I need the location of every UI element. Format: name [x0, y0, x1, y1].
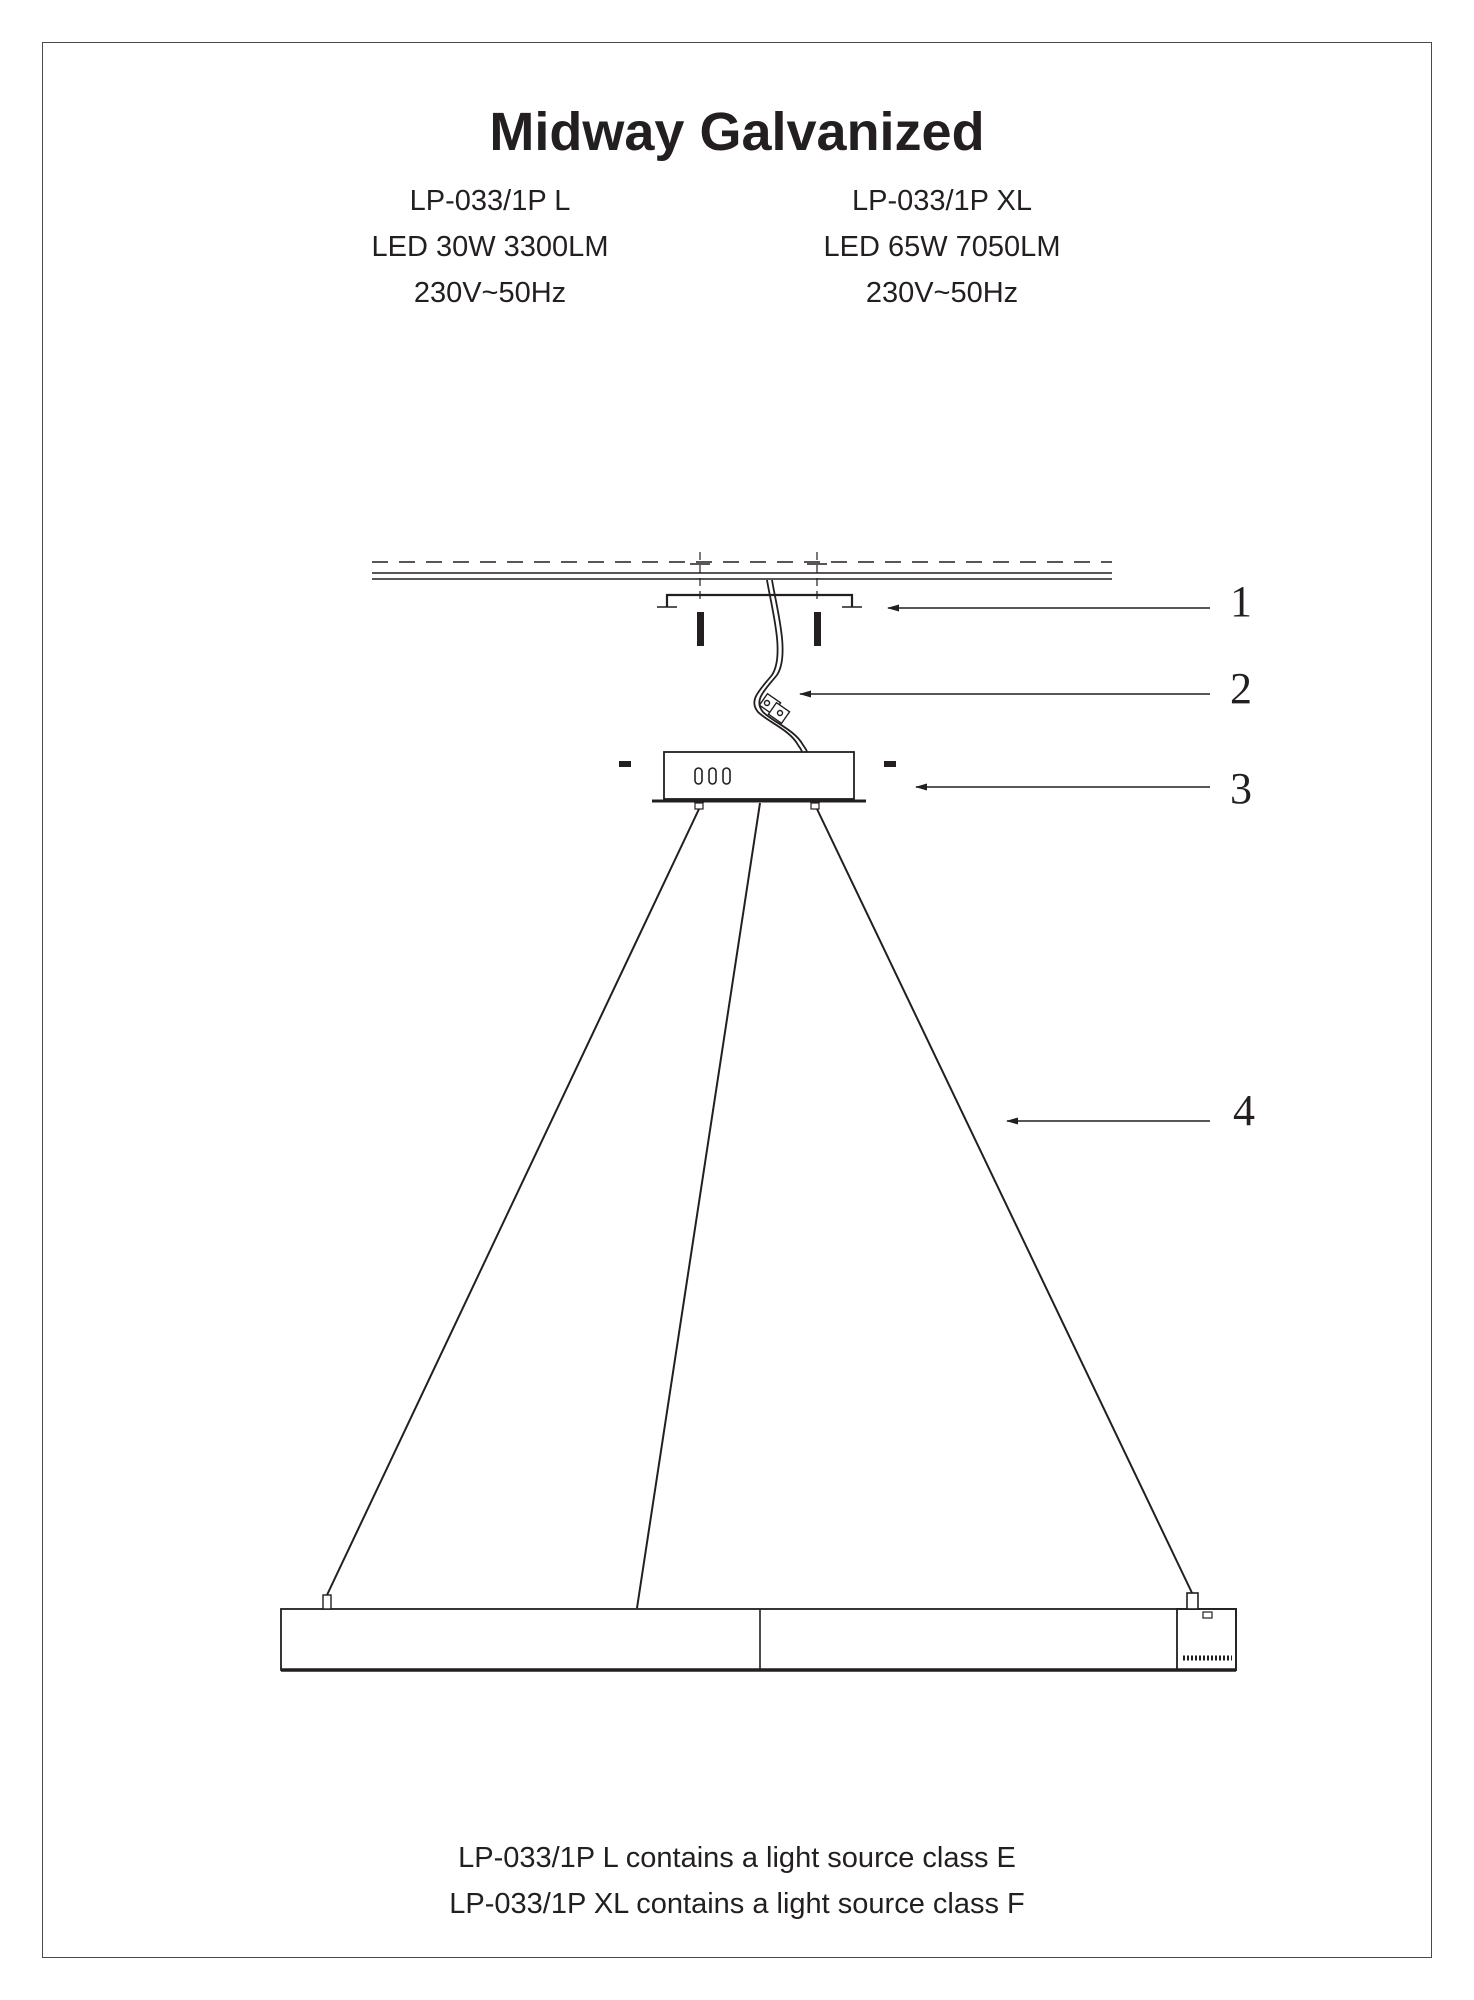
ceiling — [372, 562, 1112, 579]
light-source-notes — [0, 1835, 1474, 1927]
led-spec: LED 30W 3300LM — [371, 231, 609, 263]
callout-4: 4 — [1233, 1086, 1255, 1135]
terminal-block — [759, 694, 789, 724]
voltage-spec: 230V~50Hz — [413, 277, 567, 309]
callout-1: 1 — [1230, 577, 1252, 626]
luminaire-body — [281, 1593, 1236, 1670]
canopy — [652, 752, 866, 809]
note-l: LP-033/1P L contains a light source class E — [458, 1842, 1016, 1874]
anchor-screws — [697, 612, 821, 646]
led-spec: LED 65W 7050LM — [823, 231, 1061, 263]
callout-3: 3 — [1230, 764, 1252, 813]
callout-leaders — [800, 608, 1210, 1121]
voltage-spec: 230V~50Hz — [865, 277, 1019, 309]
callout-2: 2 — [1230, 664, 1252, 713]
model-code: LP-033/1P L — [409, 185, 571, 217]
note-xl: LP-033/1P XL contains a light source class F — [449, 1888, 1025, 1920]
model-code: LP-033/1P XL — [851, 185, 1033, 217]
suspension-cables — [327, 803, 1193, 1608]
power-cable — [754, 580, 807, 752]
product-title: Midway Galvanized — [489, 102, 985, 162]
